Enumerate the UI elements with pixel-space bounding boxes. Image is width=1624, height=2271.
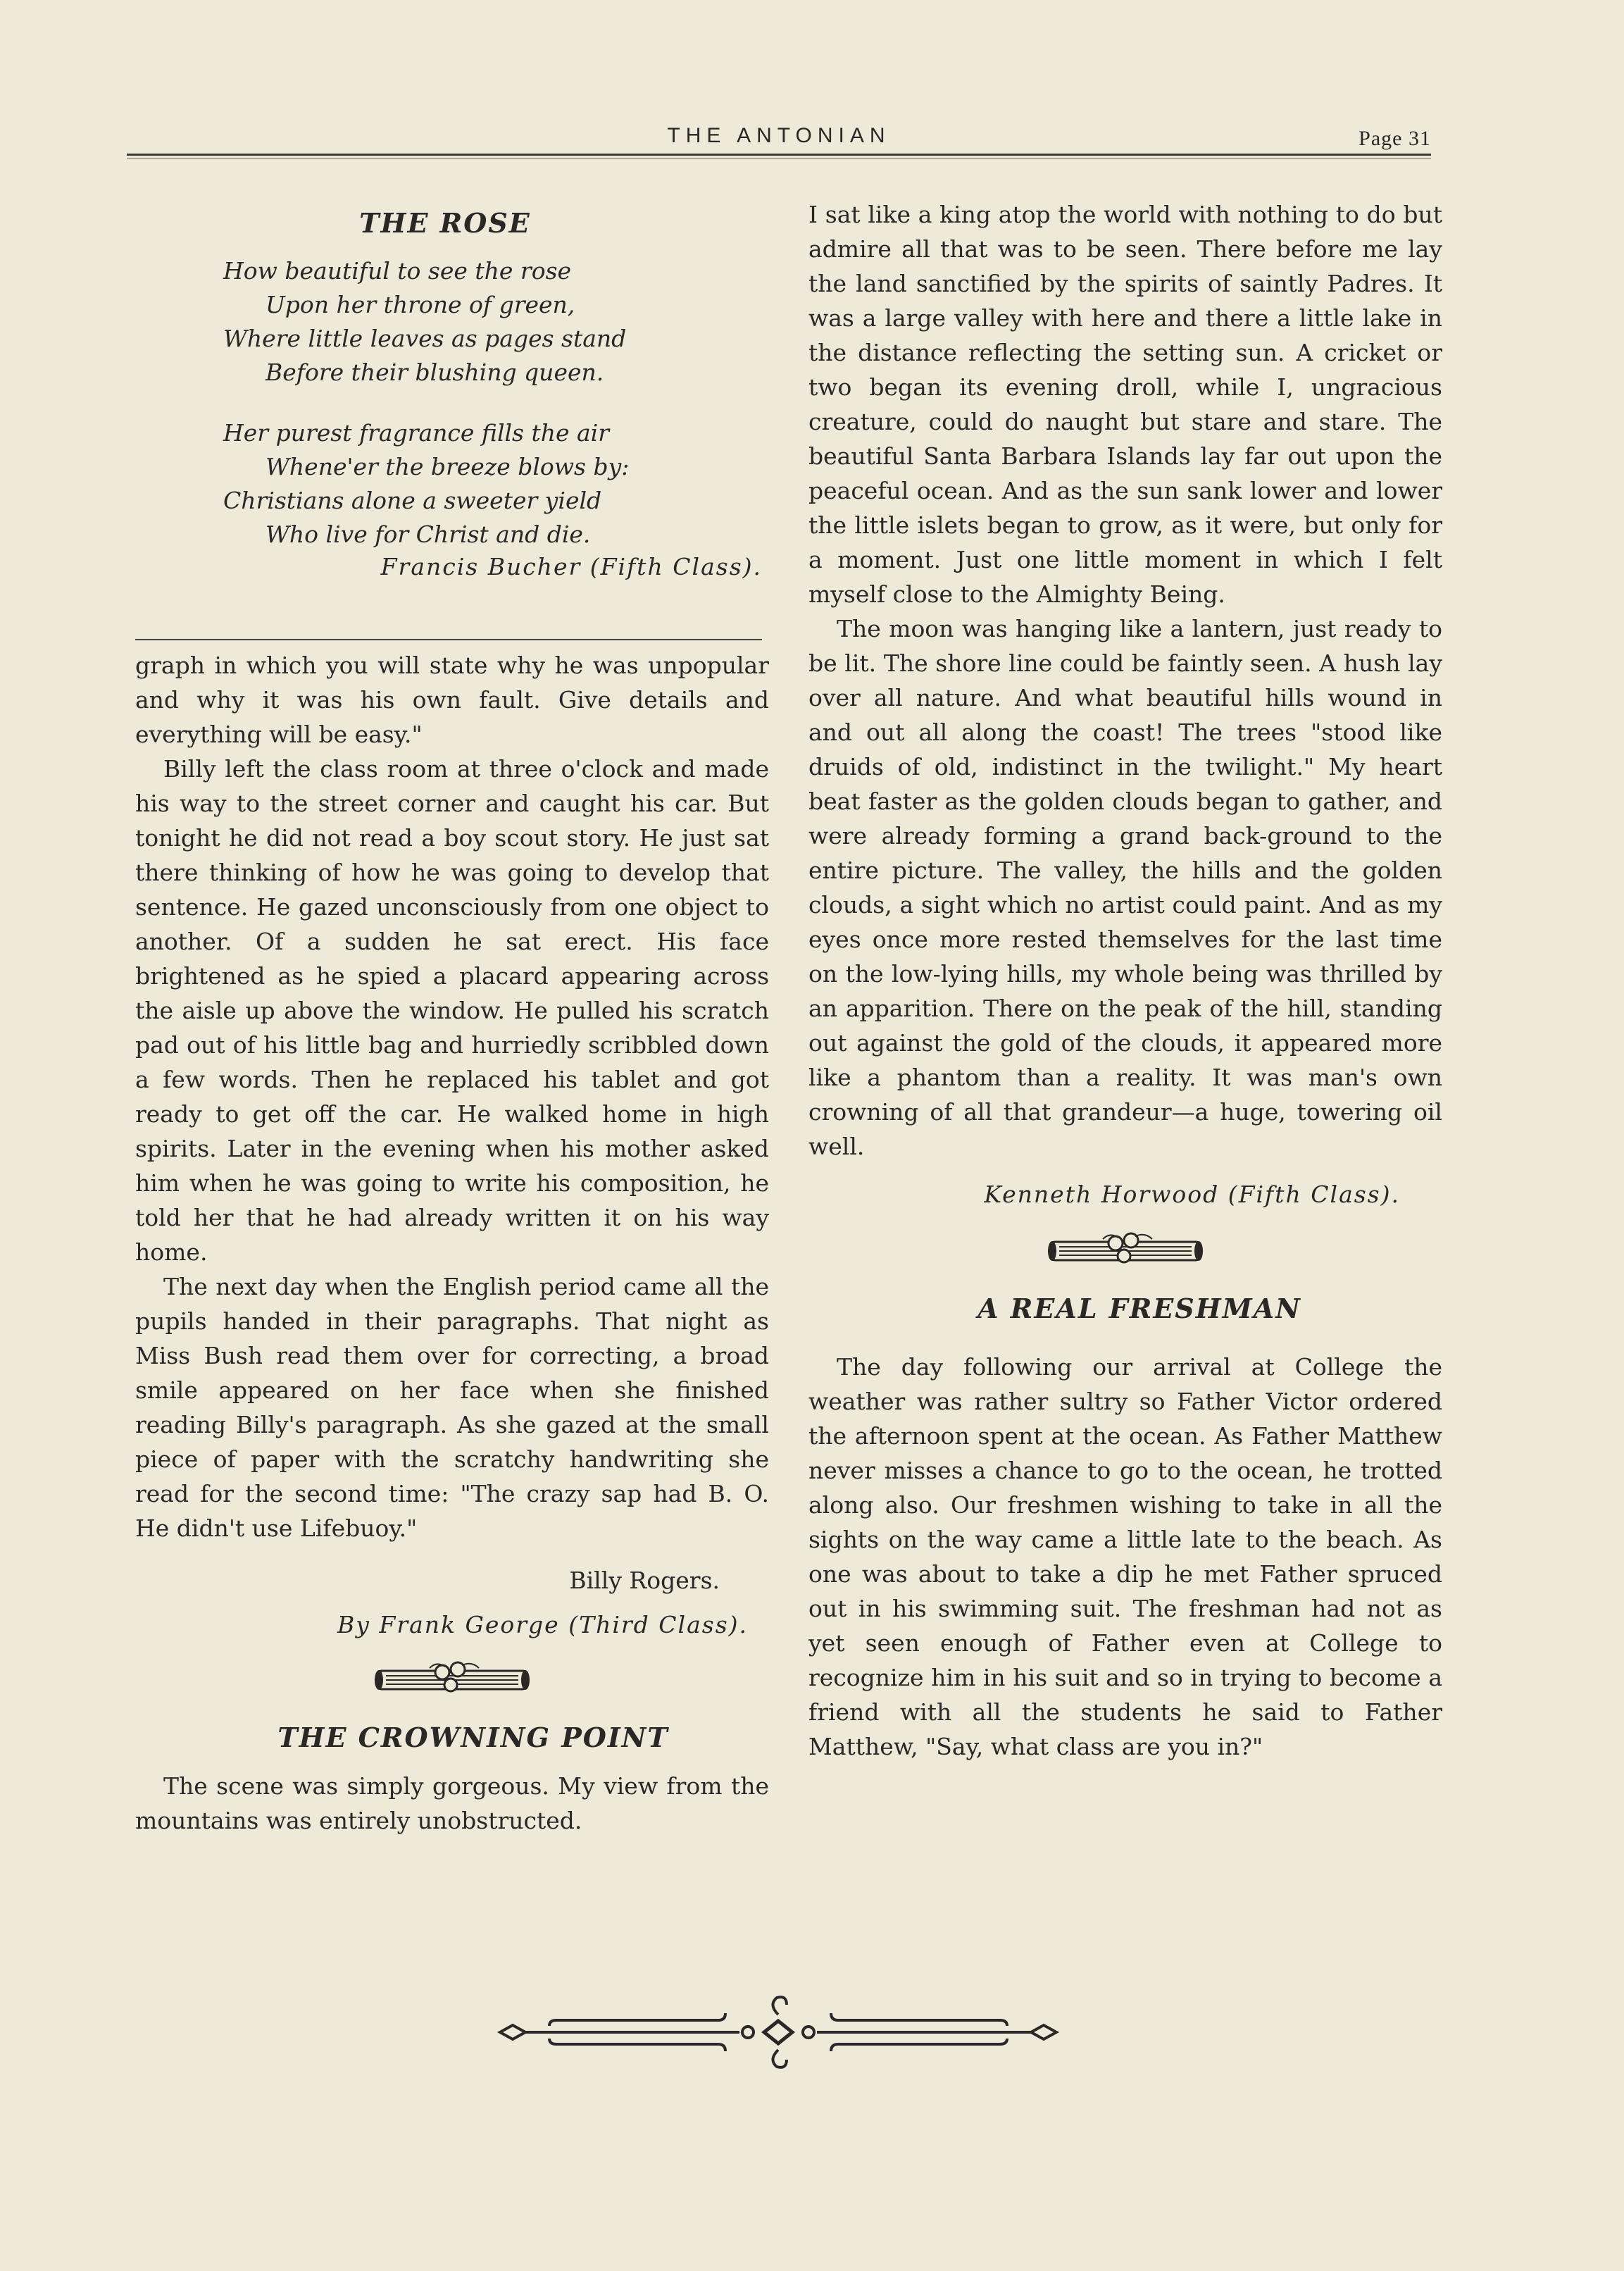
poem-line: Whene'er the breeze blows by: [266,453,630,480]
running-header [127,124,1431,152]
poem-line: Before their blushing queen. [266,359,604,386]
poem-line: Who live for Christ and die. [266,521,591,548]
rose-byline: Francis Bucher (Fifth Class). [380,553,762,580]
right-column [808,197,1442,1764]
scroll-ornament-icon [1048,1228,1203,1273]
end-flourish-icon [486,1993,1070,2071]
page-number: Page 31 [1358,127,1431,150]
poem-line: How beautiful to see the rose [223,257,572,285]
crowning-paragraph: I sat like a king atop the world with nothing to do but admire all that was to be seen. There before me lay the land sanctified by the spirits of saintly Padres. It was a large valley with here and there a little lake in the distance reflecting the setting sun. A cricket or two began its evening droll, while I, ungracious creature, could do naught but stare and stare. The beautiful Santa Barbara Islands lay far out upon the peaceful ocean. And as the sun sank lower and lower the little islets began to grow, as it were, but only for a moment. Just one little moment in which I felt myself close to the Almighty Being. [808,201,1442,608]
poem-line: Where little leaves as pages stand [223,325,627,352]
crowning-byline: Kenneth Horwood (Fifth Class). [984,1181,1400,1208]
header-rule [127,154,1431,156]
billy-paragraph: Billy left the class room at three o'clock and made his way to the street corner and caught his car. But tonight he did not read a boy scout story. He just sat there thinking of how he was going to develop that sentence. He gazed unconsciously from one object to another. Of a sudden he sat erect. His face brightened as he spied a placard appearing across the aisle up above the window. He pulled his scratch pad out of his little bag and hurriedly scribbled down a few words. Then he replaced his tablet and got ready to get off the car. He walked home in high spirits. Later in the evening when his mother asked him when he was going to write his composition, he told her that he had already written it on his way home. [135,755,769,1266]
section-divider [135,639,762,640]
rose-title: THE ROSE [359,207,531,239]
billy-byline: By Frank George (Third Class). [337,1611,748,1638]
poem-line: Her purest fragrance fills the air [223,419,610,447]
left-column [135,197,769,1838]
crowning-paragraph: The scene was simply gorgeous. My view from the mountains was entirely unobstructed. [135,1772,769,1834]
magazine-title: THE ANTONIAN [667,124,891,147]
billy-paragraph: The next day when the English period came all the pupils handed in their paragraphs. That night as Miss Bush read them over for correcting, a broad smile appeared on her face when she finished reading Billy's paragraph. As she gazed at the small piece of paper with the scratchy handwriting she read for the second time: "The crazy sap had B. O. He didn't use Lifebuoy." [135,1273,769,1542]
rose-poem [135,254,769,552]
crowning-title: THE CROWNING POINT [277,1722,669,1753]
billy-signature: Billy Rogers. [569,1567,720,1594]
scroll-ornament-icon [375,1657,530,1702]
poem-line: Christians alone a sweeter yield [223,487,602,514]
freshman-title: A REAL FRESHMAN [977,1293,1301,1324]
poem-line: Upon her throne of green, [266,291,575,318]
billy-paragraph: graph in which you will state why he was unpopular and why it was his own fault. Give details and everything will be easy." [135,652,769,748]
freshman-paragraph: The day following our arrival at College the weather was rather sultry so Father Victor ordered the afternoon spent at the ocean. As Father Matthew never misses a chance to go to the ocean, he trotted along also. Our freshmen wishing to take in all the sights on the way came a little late to the beach. As one was about to take a dip he met Father spruced out in his swimming suit. The freshman had not as yet seen enough of Father even at College to recognize him in his suit and so in trying to become a friend with all the students he said to Father Matthew, "Say, what class are you in?" [808,1353,1442,1760]
crowning-paragraph: The moon was hanging like a lantern, just ready to be lit. The shore line could be faintly seen. A hush lay over all nature. And what beautiful hills wound in and out all along the coast! The trees "stood like druids of old, indistinct in the twilight." My heart beat faster as the golden clouds began to gather, and were already forming a grand back-ground to the entire picture. The valley, the hills and the golden clouds, a sight which no artist could paint. And as my eyes once more rested themselves for the last time on the low-lying hills, my whole being was thrilled by an apparition. There on the peak of the hill, standing out against the gold of the clouds, it appeared more like a phantom than a reality. It was man's own crowning of all that grandeur—a huge, towering oil well. [808,615,1442,1160]
